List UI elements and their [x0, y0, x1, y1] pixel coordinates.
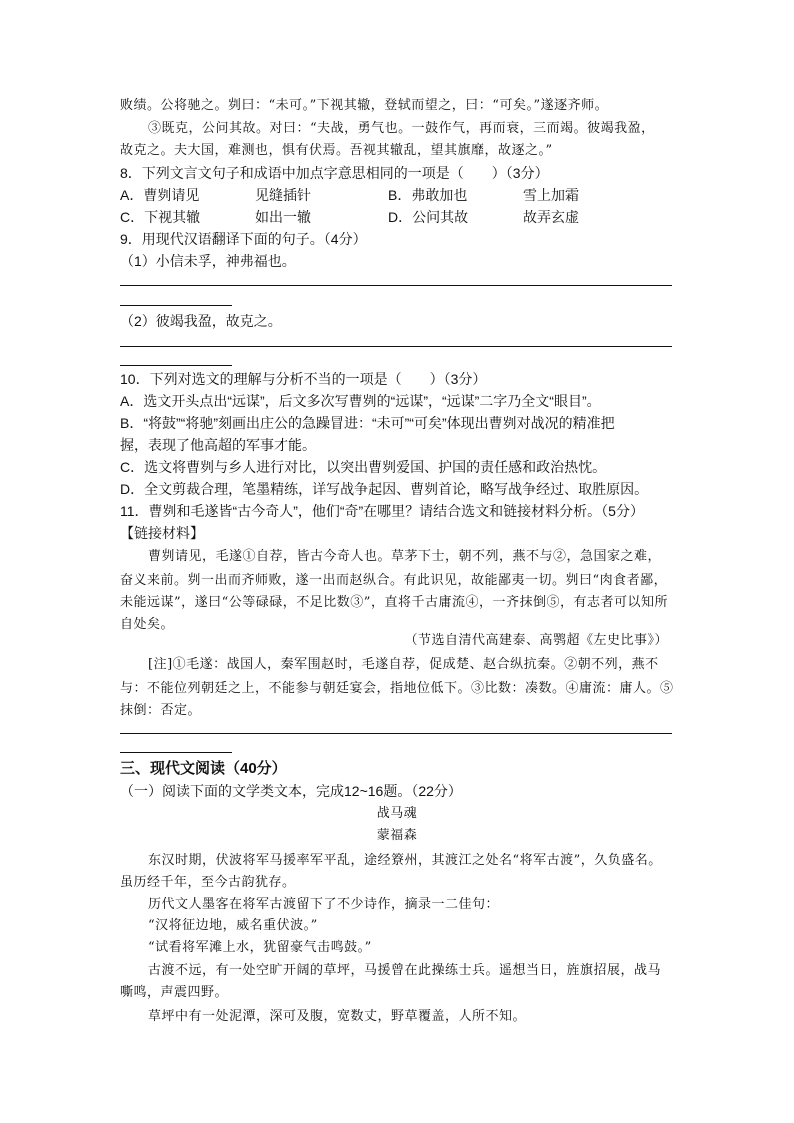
- answer-line: [120, 365, 232, 366]
- article-paragraph: 嘶鸣，声震四野。: [120, 985, 229, 1000]
- q10-option-a: A．选文开头点出“远谋”，后文多次写曹刿的“远谋”，“远谋”二字乃全文“眼目”。: [120, 393, 601, 409]
- q8-option-c: C．下视其辙: [120, 209, 201, 225]
- note-line: 抹倒：否定。: [120, 703, 202, 718]
- article-quote: “汉将征边地，威名重伏波。”: [148, 918, 318, 933]
- article-paragraph: 草坪中有一处泥潭，深可及腹，宽数丈，野草覆盖，人所不知。: [148, 1009, 527, 1024]
- note-line: [注]①毛遂：战国人，秦军围赵时，毛遂自荐，促成楚、赵合纵抗秦。②朝不列，燕不: [148, 657, 659, 672]
- q8-option-c-idiom: 如出一辙: [255, 209, 311, 225]
- question-9-sentence-2: （2）彼竭我盈，故克之。: [120, 313, 282, 329]
- question-9-sentence-1: （1）小信未孚，神弗福也。: [120, 253, 296, 269]
- material-line: 曹刿请见，毛遂①自荐，皆古今奇人也。草茅下士，朝不列，燕不与②，急国家之难，: [148, 549, 662, 564]
- answer-line: [120, 305, 232, 306]
- answer-line: [120, 346, 672, 347]
- material-line: 奋义来前。刿一出而齐师败，遂一出而赵纵合。有此识见，故能鄙夷一切。刿曰“肉食者鄙，: [120, 573, 668, 588]
- note-line: 与：不能位列朝廷之上，不能参与朝廷宴会，指地位低下。③比数：凑数。④庸流：庸人。⑤: [120, 681, 674, 696]
- q10-option-b-cont: 握，表现了他高超的军事才能。: [120, 437, 316, 453]
- q8-option-d: D．公问其故: [388, 209, 469, 225]
- q10-option-b: B．“将鼓”“将驰”刻画出庄公的急躁冒进：“未可”“可矣”体现出曹刿对战况的精准把: [120, 415, 615, 431]
- q10-option-c: C．选文将曹刿与乡人进行对比，以突出曹刿爱国、护国的责任感和政治热忱。: [120, 459, 607, 475]
- article-paragraph: 虽历经千年，至今古韵犹存。: [120, 875, 296, 890]
- q8-option-b: B．弗敢加也: [388, 187, 468, 203]
- answer-line: [120, 733, 672, 734]
- question-9-stem: 9．用现代汉语翻译下面的句子。（4分）: [120, 231, 367, 247]
- passage-line: 故克之。夫大国，难测也，惧有伏焉。吾视其辙乱，望其旗靡，故逐之。”: [120, 143, 553, 158]
- passage-line: 败绩。公将驰之。刿曰：“未可。”下视其辙，登轼而望之，曰：“可矣。”遂逐齐师。: [120, 98, 609, 113]
- article-author: 蒙福森: [376, 828, 418, 843]
- article-paragraph: 东汉时期，伏波将军马援率军平乱，途经簝州，其渡江之处名“将军古渡”，久负盛名。: [148, 853, 662, 868]
- link-material-title: 【链接材料】: [120, 525, 204, 541]
- article-paragraph: 古渡不远，有一处空旷开阔的草坪，马援曾在此操练士兵。遥想当日，旌旗招展，战马: [148, 963, 662, 978]
- material-line: 未能远谋”，遂曰“公等碌碌，不足比数③”，直将千古庸流④，一齐抹倒⑤，有志者可以知所: [120, 595, 668, 610]
- article-title: 战马魂: [376, 806, 418, 821]
- question-10-stem: 10．下列对选文的理解与分析不当的一项是（ ）（3分）: [120, 371, 487, 387]
- answer-line: [120, 752, 232, 753]
- passage-line: ③既克，公问其故。对曰：“夫战，勇气也。一鼓作气，再而衰，三而竭。彼竭我盈，: [148, 121, 655, 136]
- question-8-stem: 8．下列文言文句子和成语中加点字意思相同的一项是（ ）（3分）: [120, 165, 549, 181]
- section-heading: 三、现代文阅读（40分）: [120, 760, 287, 777]
- material-source: （节选自清代高建泰、高鹗超《左史比事》）: [404, 633, 668, 648]
- q10-option-d: D．全文剪裁合理，笔墨精练，详写战争起因、曹刿首论，略写战争经过、取胜原因。: [120, 481, 649, 497]
- section-intro: （一）阅读下面的文学类文本，完成12~16题。（22分）: [120, 783, 462, 799]
- question-11-stem: 11．曹刿和毛遂皆“古今奇人”，他们“奇”在哪里？请结合选文和链接材料分析。（5分）: [120, 503, 644, 519]
- q8-option-a-idiom: 见缝插针: [255, 187, 311, 203]
- article-quote: “试看将军滩上水，犹留豪气击鸣鼓。”: [148, 940, 372, 955]
- article-paragraph: 历代文人墨客在将军古渡留下了不少诗作，摘录一二佳句：: [148, 897, 500, 912]
- answer-line: [120, 285, 672, 286]
- q8-option-b-idiom: 雪上加霜: [523, 187, 579, 203]
- q8-option-d-idiom: 故弄玄虚: [523, 209, 579, 225]
- material-line: 自处矣。: [120, 617, 175, 632]
- q8-option-a: A．曹刿请见: [120, 187, 200, 203]
